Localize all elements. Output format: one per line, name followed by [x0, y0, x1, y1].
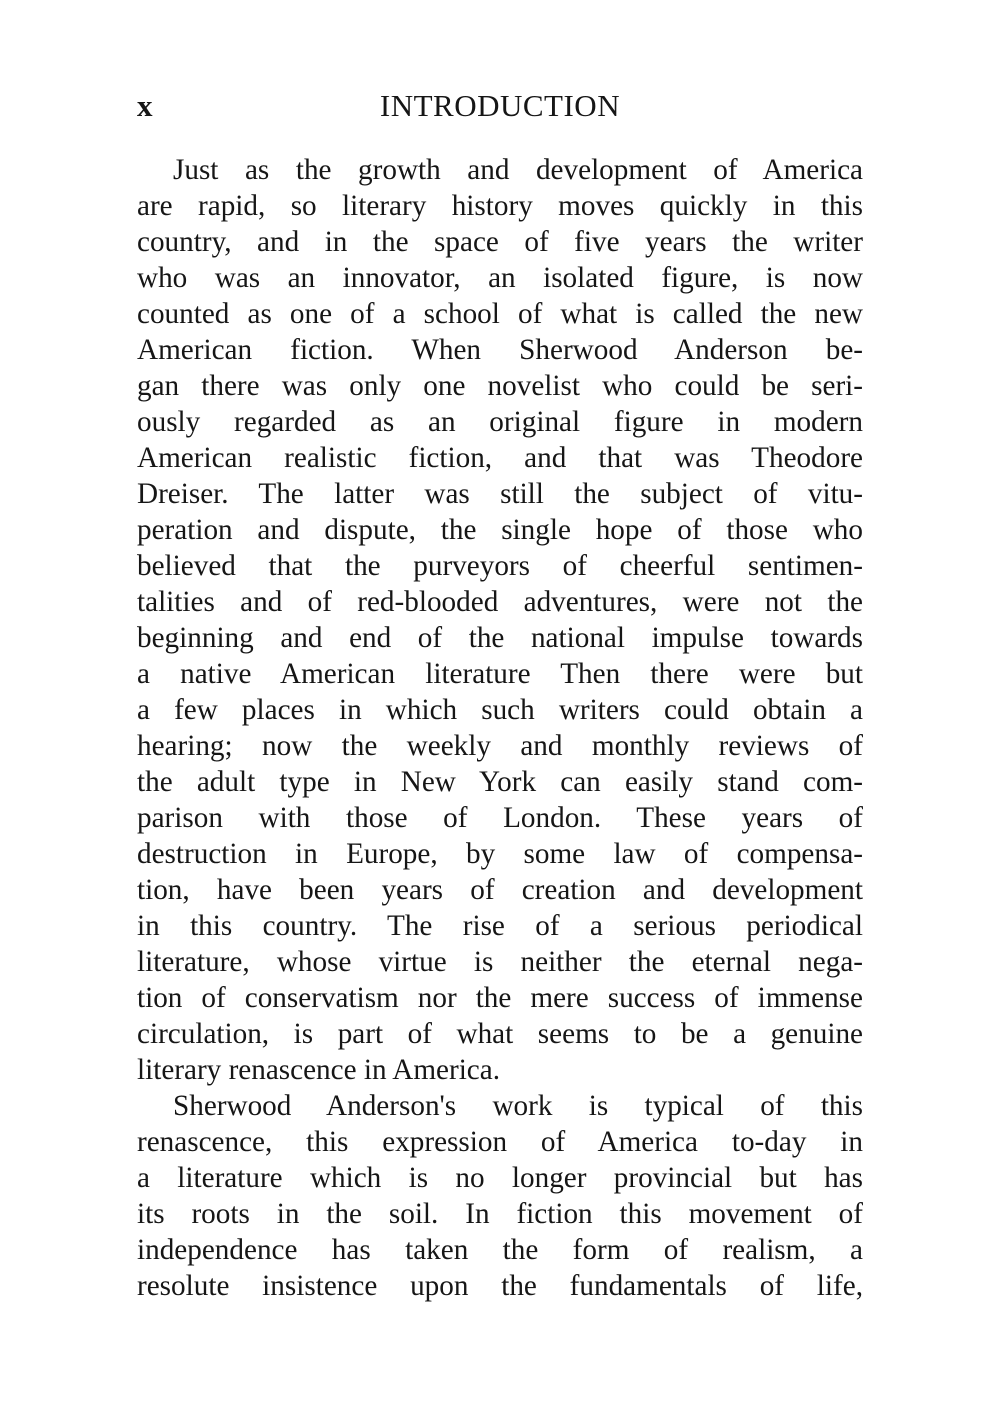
body-text	[137, 152, 863, 1304]
text-line: peration and dispute, the single hope of those who	[137, 514, 863, 546]
text-line: literature, whose virtue is neither the eternal nega-	[137, 946, 863, 978]
text-line: Dreiser. The latter was still the subject of vitu-	[137, 478, 863, 510]
text-line: circulation, is part of what seems to be a genuine	[137, 1018, 863, 1050]
text-line: a few places in which such writers could obtain a	[137, 694, 863, 726]
text-line: American fiction. When Sherwood Anderson be-	[137, 334, 863, 366]
text-line: destruction in Europe, by some law of compensa-	[137, 838, 863, 870]
page-number: x	[137, 88, 153, 123]
chapter-title: INTRODUCTION	[379, 88, 621, 123]
text-line: hearing; now the weekly and monthly reviews of	[137, 730, 863, 762]
text-line: ously regarded as an original figure in modern	[137, 406, 863, 438]
text-line: in this country. The rise of a serious periodical	[137, 910, 863, 942]
text-line: the adult type in New York can easily stand com-	[137, 766, 863, 798]
text-line: renascence, this expression of America to-day in	[137, 1126, 863, 1158]
text-line: who was an innovator, an isolated figure, is now	[137, 262, 863, 294]
text-line: believed that the purveyors of cheerful sentimen-	[137, 550, 863, 582]
text-line: Just as the growth and development of America	[173, 154, 863, 186]
text-line: American realistic fiction, and that was Theodore	[137, 442, 863, 474]
running-head	[137, 84, 863, 128]
text-line: literary renascence in America.	[137, 1054, 501, 1086]
text-line: are rapid, so literary history moves quickly in this	[137, 190, 863, 222]
text-line: independence has taken the form of realism, a	[137, 1234, 863, 1266]
paragraph-1	[137, 152, 863, 1088]
text-line: its roots in the soil. In fiction this movement of	[137, 1198, 863, 1230]
text-line: tion of conservatism nor the mere success of immense	[137, 982, 863, 1014]
text-line: a literature which is no longer provincial but has	[137, 1162, 863, 1194]
paragraph-2	[137, 1088, 863, 1304]
text-line: counted as one of a school of what is called the new	[137, 298, 863, 330]
text-line: gan there was only one novelist who could be seri-	[137, 370, 863, 402]
text-line: beginning and end of the national impulse towards	[137, 622, 863, 654]
text-line: a native American literature Then there were but	[137, 658, 863, 690]
text-line: tion, have been years of creation and development	[137, 874, 863, 906]
text-line: parison with those of London. These years of	[137, 802, 863, 834]
text-line: Sherwood Anderson's work is typical of this	[173, 1090, 863, 1122]
text-line: resolute insistence upon the fundamentals of life,	[137, 1270, 863, 1302]
text-line: country, and in the space of five years the writer	[137, 226, 863, 258]
text-line: talities and of red-blooded adventures, were not the	[137, 586, 863, 618]
